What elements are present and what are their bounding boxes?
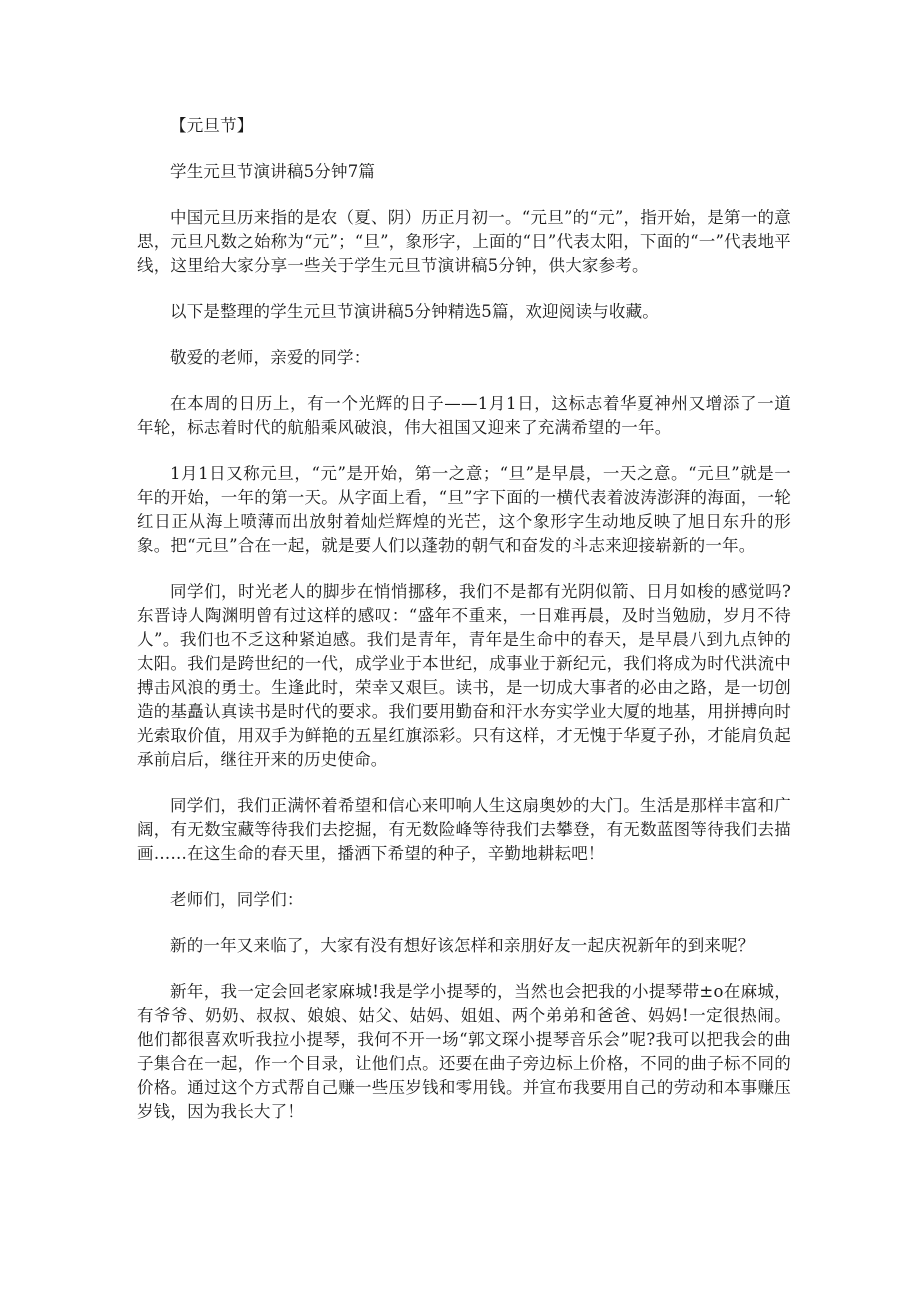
paragraph: 在本周的日历上，有一个光辉的日子——1月1日，这标志着华夏神州又增添了一道年轮，标志着时代的航船乘风破浪，伟大祖国又迎来了充满希望的一年。 [137, 394, 791, 437]
paragraph: 1月1日又称元旦，“元”是开始，第一之意；“旦”是早晨，一天之意。“元旦”就是一年的开始，一年的第一天。从字面上看，“旦”字下面的一横代表着波涛澎湃的海面，一轮红日正从海上喷薄而出放射着灿烂辉煌的光芒，这个象形字生动地反映了旭日东升的形象。把“元旦”合在一起，就是要人们以蓬勃的朝气和奋发的斗志来迎接崭新的一年。 [137, 464, 791, 555]
paragraph: 以下是整理的学生元旦节演讲稿5分钟精选5篇，欢迎阅读与收藏。 [170, 302, 659, 321]
category-heading: 【元旦节】 [170, 116, 254, 135]
document-title: 学生元旦节演讲稿5分钟7篇 [170, 162, 376, 181]
paragraph: 新的一年又来临了，大家有没有想好该怎样和亲朋好友一起庆祝新年的到来呢？ [170, 936, 755, 955]
document-body [137, 114, 791, 1124]
paragraph: 中国元旦历来指的是农（夏、阴）历正月初一。“元旦”的“元”，指开始，是第一的意思，元旦凡数之始称为“元”；“旦”，象形字，上面的“日”代表太阳，下面的“一”代表地平线，这里给大家分享一些关于学生元旦节演讲稿5分钟，供大家参考。 [137, 208, 791, 275]
paragraph: 同学们，我们正满怀着希望和信心来叩响人生这扇奥妙的大门。生活是那样丰富和广阔，有无数宝藏等待我们去挖掘，有无数险峰等待我们去攀登，有无数蓝图等待我们去描画……在这生命的春天里，播洒下希望的种子，辛勤地耕耘吧！ [137, 796, 791, 863]
salutation: 敬爱的老师，亲爱的同学： [170, 348, 371, 367]
salutation: 老师们，同学们： [170, 890, 304, 909]
paragraph: 新年，我一定会回老家麻城!我是学小提琴的，当然也会把我的小提琴带±o在麻城，有爷爷、奶奶、叔叔、娘娘、姑父、姑妈、姐姐、两个弟弟和爸爸、妈妈!一定很热闹。他们都很喜欢听我拉小提琴，我何不开一场“郭文琛小提琴音乐会”呢?我可以把我会的曲子集合在一起，作一个目录，让他们点。还要在曲子旁边标上价格，不同的曲子标不同的价格。通过这个方式帮自己赚一些压岁钱和零用钱。并宣布我要用自己的劳动和本事赚压岁钱，因为我长大了！ [137, 982, 791, 1121]
paragraph: 同学们，时光老人的脚步在悄悄挪移，我们不是都有光阴似箭、日月如梭的感觉吗?东晋诗人陶渊明曾有过这样的感叹：“盛年不重来，一日难再晨，及时当勉励，岁月不待人”。我们也不乏这种紧迫感。我们是青年，青年是生命中的春天，是早晨八到九点钟的太阳。我们是跨世纪的一代，成学业于本世纪，成事业于新纪元，我们将成为时代洪流中搏击风浪的勇士。生逢此时，荣幸又艰巨。读书，是一切成大事者的必由之路，是一切创造的基矗认真读书是时代的要求。我们要用勤奋和汗水夯实学业大厦的地基，用拼搏向时光索取价值，用双手为鲜艳的五星红旗添彩。只有这样，才无愧于华夏子孙，才能肩负起承前启后，继往开来的历史使命。 [137, 582, 791, 769]
